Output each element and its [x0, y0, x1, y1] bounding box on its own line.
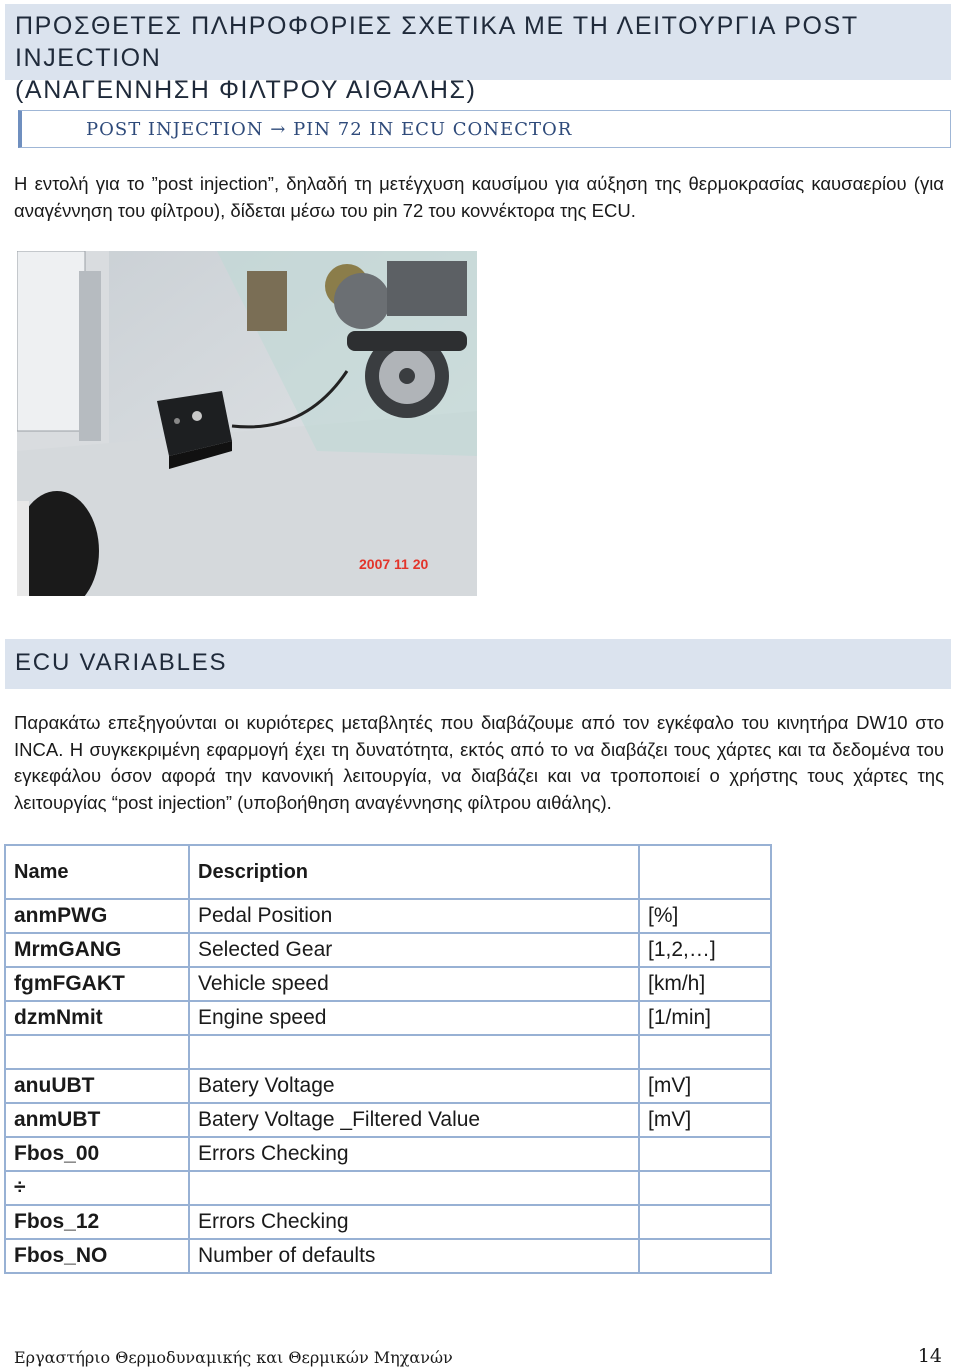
table-row-blank	[5, 1035, 771, 1069]
var-description: Errors Checking	[189, 1205, 639, 1239]
ecu-variables-table	[4, 844, 772, 1274]
table-row	[5, 1205, 771, 1239]
table-row	[5, 1001, 771, 1035]
table-row	[5, 1171, 771, 1205]
table-header-row	[5, 845, 771, 899]
section-heading-text: ECU VARIABLES	[15, 649, 228, 676]
section-heading	[5, 639, 951, 689]
main-heading	[5, 4, 951, 104]
var-description: Selected Gear	[189, 933, 639, 967]
var-description: Number of defaults	[189, 1239, 639, 1273]
footer-text: Εργαστήριο Θερμοδυναμικής και Θερμικών Μηχανών	[14, 1348, 453, 1367]
var-unit: [%]	[639, 899, 771, 933]
var-description: Batery Voltage _Filtered Value	[189, 1103, 639, 1137]
table-row	[5, 1103, 771, 1137]
table-row	[5, 1069, 771, 1103]
header-name: Name	[5, 845, 189, 899]
var-unit: [1/min]	[639, 1001, 771, 1035]
var-name	[5, 1035, 189, 1069]
var-name: Fbos_NO	[5, 1239, 189, 1273]
var-name: dzmNmit	[5, 1001, 189, 1035]
table-row	[5, 899, 771, 933]
var-description: Engine speed	[189, 1001, 639, 1035]
var-description	[189, 1171, 639, 1205]
variables-paragraph: Παρακάτω επεξηγούνται οι κυριότερες μεταβλητές που διαβάζουμε από τον εγκέφαλο του κινητήρα DW10 στο INCA. Η συγκεκριμένη εφαρμογή έχει τη δυνατότητα, εκτός από το να διαβάζει τους χάρτες και τα δεδομένα του εγκεφάλου όσον αφορά την κανονική λειτουργία, να διαβάζει και να τροποποιεί ο χρήστης τους χάρτες της λειτουργίας “post injection” (υποβοήθηση αναγέννησης φίλτρου αιθάλης).	[14, 712, 944, 813]
header-description: Description	[189, 845, 639, 899]
var-unit	[639, 1171, 771, 1205]
main-heading-line1: ΠΡΟΣΘΕΤΕΣ ΠΛΗΡΟΦΟΡΙΕΣ ΣΧΕΤΙΚΑ ΜΕ ΤΗ ΛΕΙΤΟΥΡΓΙΑ POST INJECTION	[15, 12, 859, 72]
main-heading-line2: (ΑΝΑΓΕΝΝΗΣΗ ΦΙΛΤΡΟΥ ΑΙΘΑΛΗΣ)	[15, 76, 477, 104]
var-description: Vehicle speed	[189, 967, 639, 1001]
var-unit	[639, 1205, 771, 1239]
var-name: fgmFGAKT	[5, 967, 189, 1001]
table-row	[5, 967, 771, 1001]
var-description: Errors Checking	[189, 1137, 639, 1171]
header-unit	[639, 845, 771, 899]
var-unit: [mV]	[639, 1069, 771, 1103]
photo-date-stamp: 2007 11 20	[359, 556, 429, 572]
intro-paragraph: Η εντολή για το ”post injection”, δηλαδή τη μετέγχυση καυσίμου για αύξηση της θερμοκρασίας καυσαερίου (για αναγέννηση του φίλτρου), δίδεται μέσω του pin 72 του κοννέκτορα της ECU.	[14, 173, 944, 221]
var-unit: [km/h]	[639, 967, 771, 1001]
var-unit	[639, 1137, 771, 1171]
var-unit	[639, 1035, 771, 1069]
var-name: anuUBT	[5, 1069, 189, 1103]
var-description	[189, 1035, 639, 1069]
main-heading-text	[15, 10, 951, 106]
ecu-setup-photo	[17, 251, 477, 596]
var-unit: [1,2,…]	[639, 933, 771, 967]
var-unit	[639, 1239, 771, 1273]
subheading-box	[18, 110, 951, 148]
table-row	[5, 933, 771, 967]
var-name: MrmGANG	[5, 933, 189, 967]
var-name: Fbos_12	[5, 1205, 189, 1239]
var-description: Batery Voltage	[189, 1069, 639, 1103]
var-name: Fbos_00	[5, 1137, 189, 1171]
var-name: anmPWG	[5, 899, 189, 933]
photo-illustration	[17, 251, 477, 596]
subheading-text: POST INJECTION → PIN 72 IN ECU CONECTOR	[86, 119, 573, 140]
table-row	[5, 1137, 771, 1171]
var-description: Pedal Position	[189, 899, 639, 933]
var-unit: [mV]	[639, 1103, 771, 1137]
range-symbol: ÷	[5, 1171, 189, 1205]
var-name: anmUBT	[5, 1103, 189, 1137]
page-number: 14	[917, 1345, 942, 1367]
table-row	[5, 1239, 771, 1273]
